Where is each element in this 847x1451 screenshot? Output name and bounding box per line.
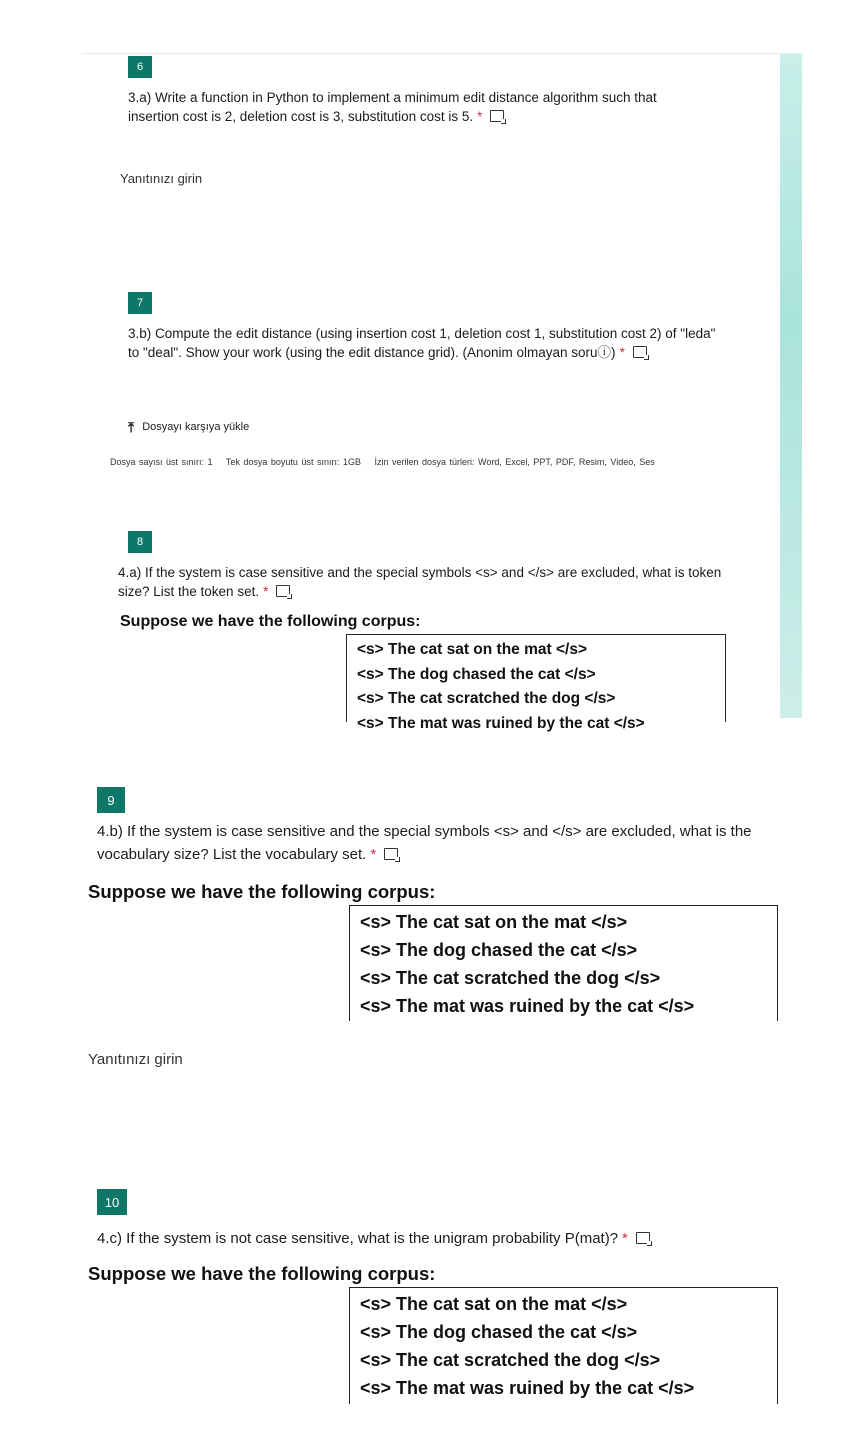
immersive-reader-icon[interactable] bbox=[384, 848, 398, 860]
question-text: 4.a) If the system is case sensitive and the special symbols <s> and </s> are excluded, what is token size? List the token set. bbox=[118, 565, 722, 599]
corpus-title: Suppose we have the following corpus: bbox=[88, 881, 436, 902]
allowed-file-types: İzin verilen dosya türleri: Word, Excel, PPT, PDF, Resim, Video, Ses bbox=[374, 457, 655, 467]
corpus-line: <s> The dog chased the cat </s> bbox=[360, 1322, 638, 1342]
corpus-line: <s> The cat scratched the dog </s> bbox=[357, 690, 616, 707]
corpus-box bbox=[346, 634, 726, 732]
corpus-line: <s> The mat was ruined by the cat </s> bbox=[360, 1378, 695, 1398]
immersive-reader-icon[interactable] bbox=[276, 585, 290, 597]
file-count-limit: Dosya sayısı üst sınırı: 1 bbox=[110, 457, 213, 467]
corpus-line: <s> The cat sat on the mat </s> bbox=[360, 1294, 628, 1314]
required-asterisk: * bbox=[477, 109, 483, 124]
question-number-badge: 9 bbox=[97, 787, 125, 813]
required-asterisk: * bbox=[263, 584, 269, 599]
immersive-reader-icon[interactable] bbox=[633, 346, 647, 358]
upload-label: Dosyayı karşıya yükle bbox=[142, 421, 250, 433]
upload-limits bbox=[110, 457, 665, 467]
question-7-text bbox=[128, 324, 723, 362]
answer-input-q9[interactable]: Yanıtınızı girin bbox=[88, 1051, 183, 1068]
corpus-box bbox=[349, 905, 778, 1021]
corpus-line: <s> The mat was ruined by the cat </s> bbox=[360, 996, 695, 1016]
question-9-text bbox=[97, 820, 787, 866]
question-text: 4.b) If the system is case sensitive and the special symbols <s> and </s> are excluded, what is the vocabulary size? List the vocabulary set. bbox=[97, 823, 752, 863]
question-8-text bbox=[118, 563, 723, 601]
answer-input-q6[interactable]: Yanıtınızı girin bbox=[120, 171, 203, 186]
page-background-strip bbox=[780, 54, 802, 718]
upload-file-button[interactable] bbox=[128, 420, 249, 434]
corpus-line: <s> The cat sat on the mat </s> bbox=[357, 641, 588, 658]
form-screenshot-top bbox=[82, 53, 802, 732]
question-number-badge: 8 bbox=[128, 531, 152, 553]
required-asterisk: * bbox=[622, 1230, 628, 1247]
corpus-title: Suppose we have the following corpus: bbox=[120, 613, 421, 630]
question-6-text bbox=[128, 88, 708, 126]
corpus-line: <s> The dog chased the cat </s> bbox=[360, 940, 638, 960]
corpus-line: <s> The cat scratched the dog </s> bbox=[360, 1350, 661, 1370]
question-number-badge: 10 bbox=[97, 1189, 127, 1215]
corpus-line: <s> The cat sat on the mat </s> bbox=[360, 912, 628, 932]
immersive-reader-icon[interactable] bbox=[490, 110, 504, 122]
question-text: 4.c) If the system is not case sensitive, what is the unigram probability P(mat)? bbox=[97, 1230, 619, 1247]
file-size-limit: Tek dosya boyutu üst sınırı: 1GB bbox=[225, 457, 361, 467]
question-text: 3.a) Write a function in Python to implement a minimum edit distance algorithm such that insertion cost is 2, deletion cost is 3, substitution cost is 5. bbox=[128, 90, 657, 124]
corpus-box bbox=[349, 1287, 778, 1404]
question-number-badge: 7 bbox=[128, 292, 152, 314]
question-text: 3.b) Compute the edit distance (using insertion cost 1, deletion cost 1, substitution cost 2) of "leda" to "deal". Show your work (using the edit distance grid). (Anonim olmayan soruⓘ) bbox=[128, 326, 716, 360]
corpus-title: Suppose we have the following corpus: bbox=[88, 1263, 436, 1284]
corpus-line: <s> The cat scratched the dog </s> bbox=[360, 968, 661, 988]
required-asterisk: * bbox=[619, 345, 625, 360]
upload-arrow-icon: ⤒ bbox=[128, 419, 135, 435]
corpus-line: <s> The mat was ruined by the cat </s> bbox=[357, 714, 645, 732]
question-10-text bbox=[97, 1227, 787, 1250]
corpus-line: <s> The dog chased the cat </s> bbox=[357, 665, 596, 683]
required-asterisk: * bbox=[370, 846, 377, 863]
immersive-reader-icon[interactable] bbox=[636, 1232, 650, 1244]
question-number-badge: 6 bbox=[128, 56, 152, 78]
